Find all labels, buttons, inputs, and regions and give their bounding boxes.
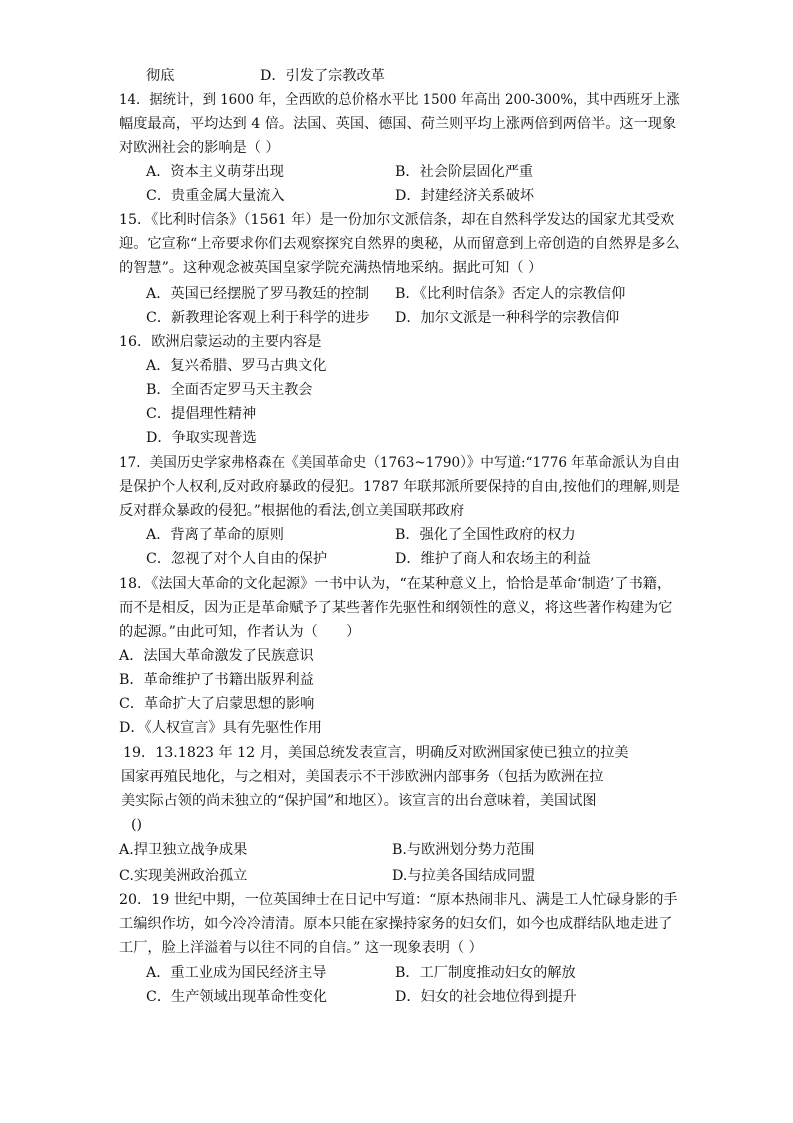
question-stem-line: 美实际占领的尚未独立的“保护国”和地区）。该宣言的出台意味着，美国试图 <box>121 793 597 809</box>
question-stem-line: 15．《比利时信条》（1561 年）是一份加尔文派信条，却在自然科学发达的国家尤其受欢 <box>119 212 675 228</box>
option-d: D．维护了商人和农场主的利益 <box>395 551 591 567</box>
option-a: A．资本主义萌芽出现 <box>146 164 284 180</box>
option-c: C.实现美洲政治孤立 <box>119 868 248 884</box>
question-stem-line: 20．19 世纪中期，一位英国绅士在日记中写道：“原本热闹非凡、满是工人忙碌身影的手 <box>119 892 678 908</box>
question-stem-line: 19．13.1823 年 12 月，美国总统发表宣言，明确反对欧洲国家使已独立的拉美 <box>123 745 629 761</box>
option-a: A．英国已经摆脱了罗马教廷的控制 <box>146 286 370 302</box>
option-b: B．革命维护了书籍出版界利益 <box>119 672 314 688</box>
option-d: D．争取实现普选 <box>146 430 257 446</box>
question-stem-line: 而不是相反，因为正是革命赋予了某些著作先驱性和纲领性的意义，将这些著作构建为它 <box>119 600 673 616</box>
option-d: D.与拉美各国结成同盟 <box>392 868 536 884</box>
question-stem-line: 对欧洲社会的影响是（ ） <box>119 140 280 156</box>
option-a: A．复兴希腊、罗马古典文化 <box>146 358 327 374</box>
q13-option-d: D．引发了宗教改革 <box>260 68 385 84</box>
question-stem-line: 幅度最高，平均达到 4 倍。法国、英国、德国、荷兰则平均上涨两倍到两倍半。这一现象 <box>119 116 677 132</box>
option-a: A．法国大革命激发了民族意识 <box>119 648 314 664</box>
option-d: D．妇女的社会地位得到提升 <box>395 989 577 1005</box>
option-b: B．强化了全国性政府的权力 <box>395 527 576 543</box>
question-stem-line: 16．欧洲启蒙运动的主要内容是 <box>119 334 322 350</box>
question-stem-line: 18．《法国大革命的文化起源》一书中认为，“在某种意义上，恰恰是革命‘制造’了书籍， <box>119 576 672 592</box>
option-c: C．革命扩大了启蒙思想的影响 <box>119 696 315 712</box>
option-b: B.与欧洲划分势力范围 <box>392 842 535 858</box>
q13-option-c-continuation: 彻底 <box>146 68 175 84</box>
option-b: B．全面否定罗马天主教会 <box>146 382 313 398</box>
option-b: B．工厂制度推动妇女的解放 <box>395 965 576 981</box>
option-c: C．生产领域出现革命性变化 <box>146 989 328 1005</box>
option-d: D．《人权宣言》具有先驱性作用 <box>119 720 322 736</box>
question-stem-line: 国家再殖民地化，与之相对，美国表示不干涉欧洲内部事务（包括为欧洲在拉 <box>121 769 604 785</box>
option-b: B．社会阶层固化严重 <box>395 164 534 180</box>
question-stem-line: 的智慧”。这种观念被英国皇家学院充满热情地采纳。据此可知（ ） <box>119 260 543 276</box>
question-stem-line: 的起源。”由此可知，作者认为（ ） <box>119 624 361 640</box>
question-stem-line: () <box>131 817 143 833</box>
option-c: C．提倡理性精神 <box>146 406 257 422</box>
question-stem-line: 工编织作坊，如今冷冷清清。原本只能在家操持家务的妇女们，如今也成群结队地走进了 <box>119 916 673 932</box>
option-a: A．背离了革命的原则 <box>146 527 284 543</box>
question-stem-line: 14．据统计，到 1600 年，全西欧的总价格水平比 1500 年高出 200-300%，其中西班牙上涨 <box>119 92 680 108</box>
option-c: C．贵重金属大量流入 <box>146 188 285 204</box>
option-d: D．封建经济关系破坏 <box>395 188 535 204</box>
option-b: B．《比利时信条》否定人的宗教信仰 <box>395 286 626 302</box>
question-stem-line: 17．美国历史学家弗格森在《美国革命史（1763~1790）》中写道:“1776 年革命派认为自由 <box>119 455 680 471</box>
question-stem-line: 是保护个人权利,反对政府暴政的侵犯。1787 年联邦派所要保持的自由,按他们的理解,则是 <box>119 479 680 495</box>
option-d: D．加尔文派是一种科学的宗教信仰 <box>395 310 620 326</box>
option-c: C．忽视了对个人自由的保护 <box>146 551 328 567</box>
option-a: A．重工业成为国民经济主导 <box>146 965 327 981</box>
question-stem-line: 迎。它宣称“上帝要求你们去观察探究自然界的奥秘，从而留意到上帝创造的自然界是多么 <box>119 236 680 252</box>
option-a: A.捍卫独立战争成果 <box>119 842 248 858</box>
question-stem-line: 反对群众暴政的侵犯。”根据他的看法,创立美国联邦政府 <box>119 503 465 519</box>
question-stem-line: 工厂，脸上洋溢着与以往不同的自信。” 这一现象表明（ ） <box>119 940 483 956</box>
option-c: C．新教理论客观上利于科学的进步 <box>146 310 370 326</box>
